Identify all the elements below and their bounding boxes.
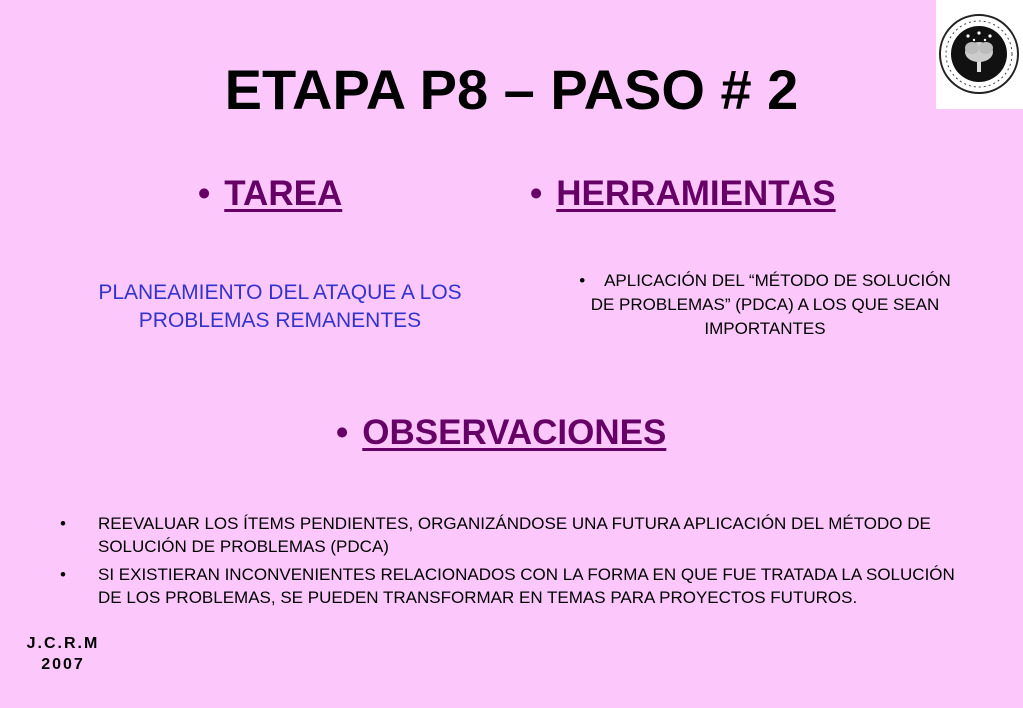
list-item [54,563,974,609]
bullet-icon: • [60,565,66,584]
bullet-icon: • [198,174,211,213]
footer-credit [18,633,108,675]
herramientas-heading-label: HERRAMIENTAS [556,174,836,213]
observaciones-heading [336,413,666,453]
bullet-icon: • [530,174,543,213]
herramientas-body-text: APLICACIÓN DEL “MÉTODO DE SOLUCIÓN DE PROBLEMAS” (PDCA) A LOS QUE SEAN IMPORTANTES [590,271,951,338]
bullet-icon: • [60,514,66,533]
observaciones-heading-label: OBSERVACIONES [362,413,667,452]
observacion-text: SI EXISTIERAN INCONVENIENTES RELACIONADOS CON LA FORMA EN QUE FUE TRATADA LA SOLUCIÓN DE LOS PROBLEMAS, SE PUEDEN TRANSFORMAR EN TEMAS PARA PROYECTOS FUTUROS. [98,565,955,607]
herramientas-body [576,269,954,341]
tarea-heading-label: TAREA [224,174,343,213]
observaciones-list [54,512,974,614]
slide-title: ETAPA P8 – PASO # 2 [224,58,799,121]
tarea-heading [198,174,342,214]
tarea-body: PLANEAMIENTO DEL ATAQUE A LOS PROBLEMAS REMANENTES [98,281,462,332]
university-seal-icon [936,0,1023,109]
bullet-icon: • [336,413,349,452]
bullet-icon: • [579,271,605,290]
list-item [54,512,974,558]
observacion-text: REEVALUAR LOS ÍTEMS PENDIENTES, ORGANIZÁNDOSE UNA FUTURA APLICACIÓN DEL MÉTODO DE SOLUCIÓN DE PROBLEMAS (PDCA) [98,514,931,556]
footer-author: J.C.R.M [26,635,100,652]
footer-year: 2007 [41,656,85,673]
herramientas-heading [530,174,836,214]
